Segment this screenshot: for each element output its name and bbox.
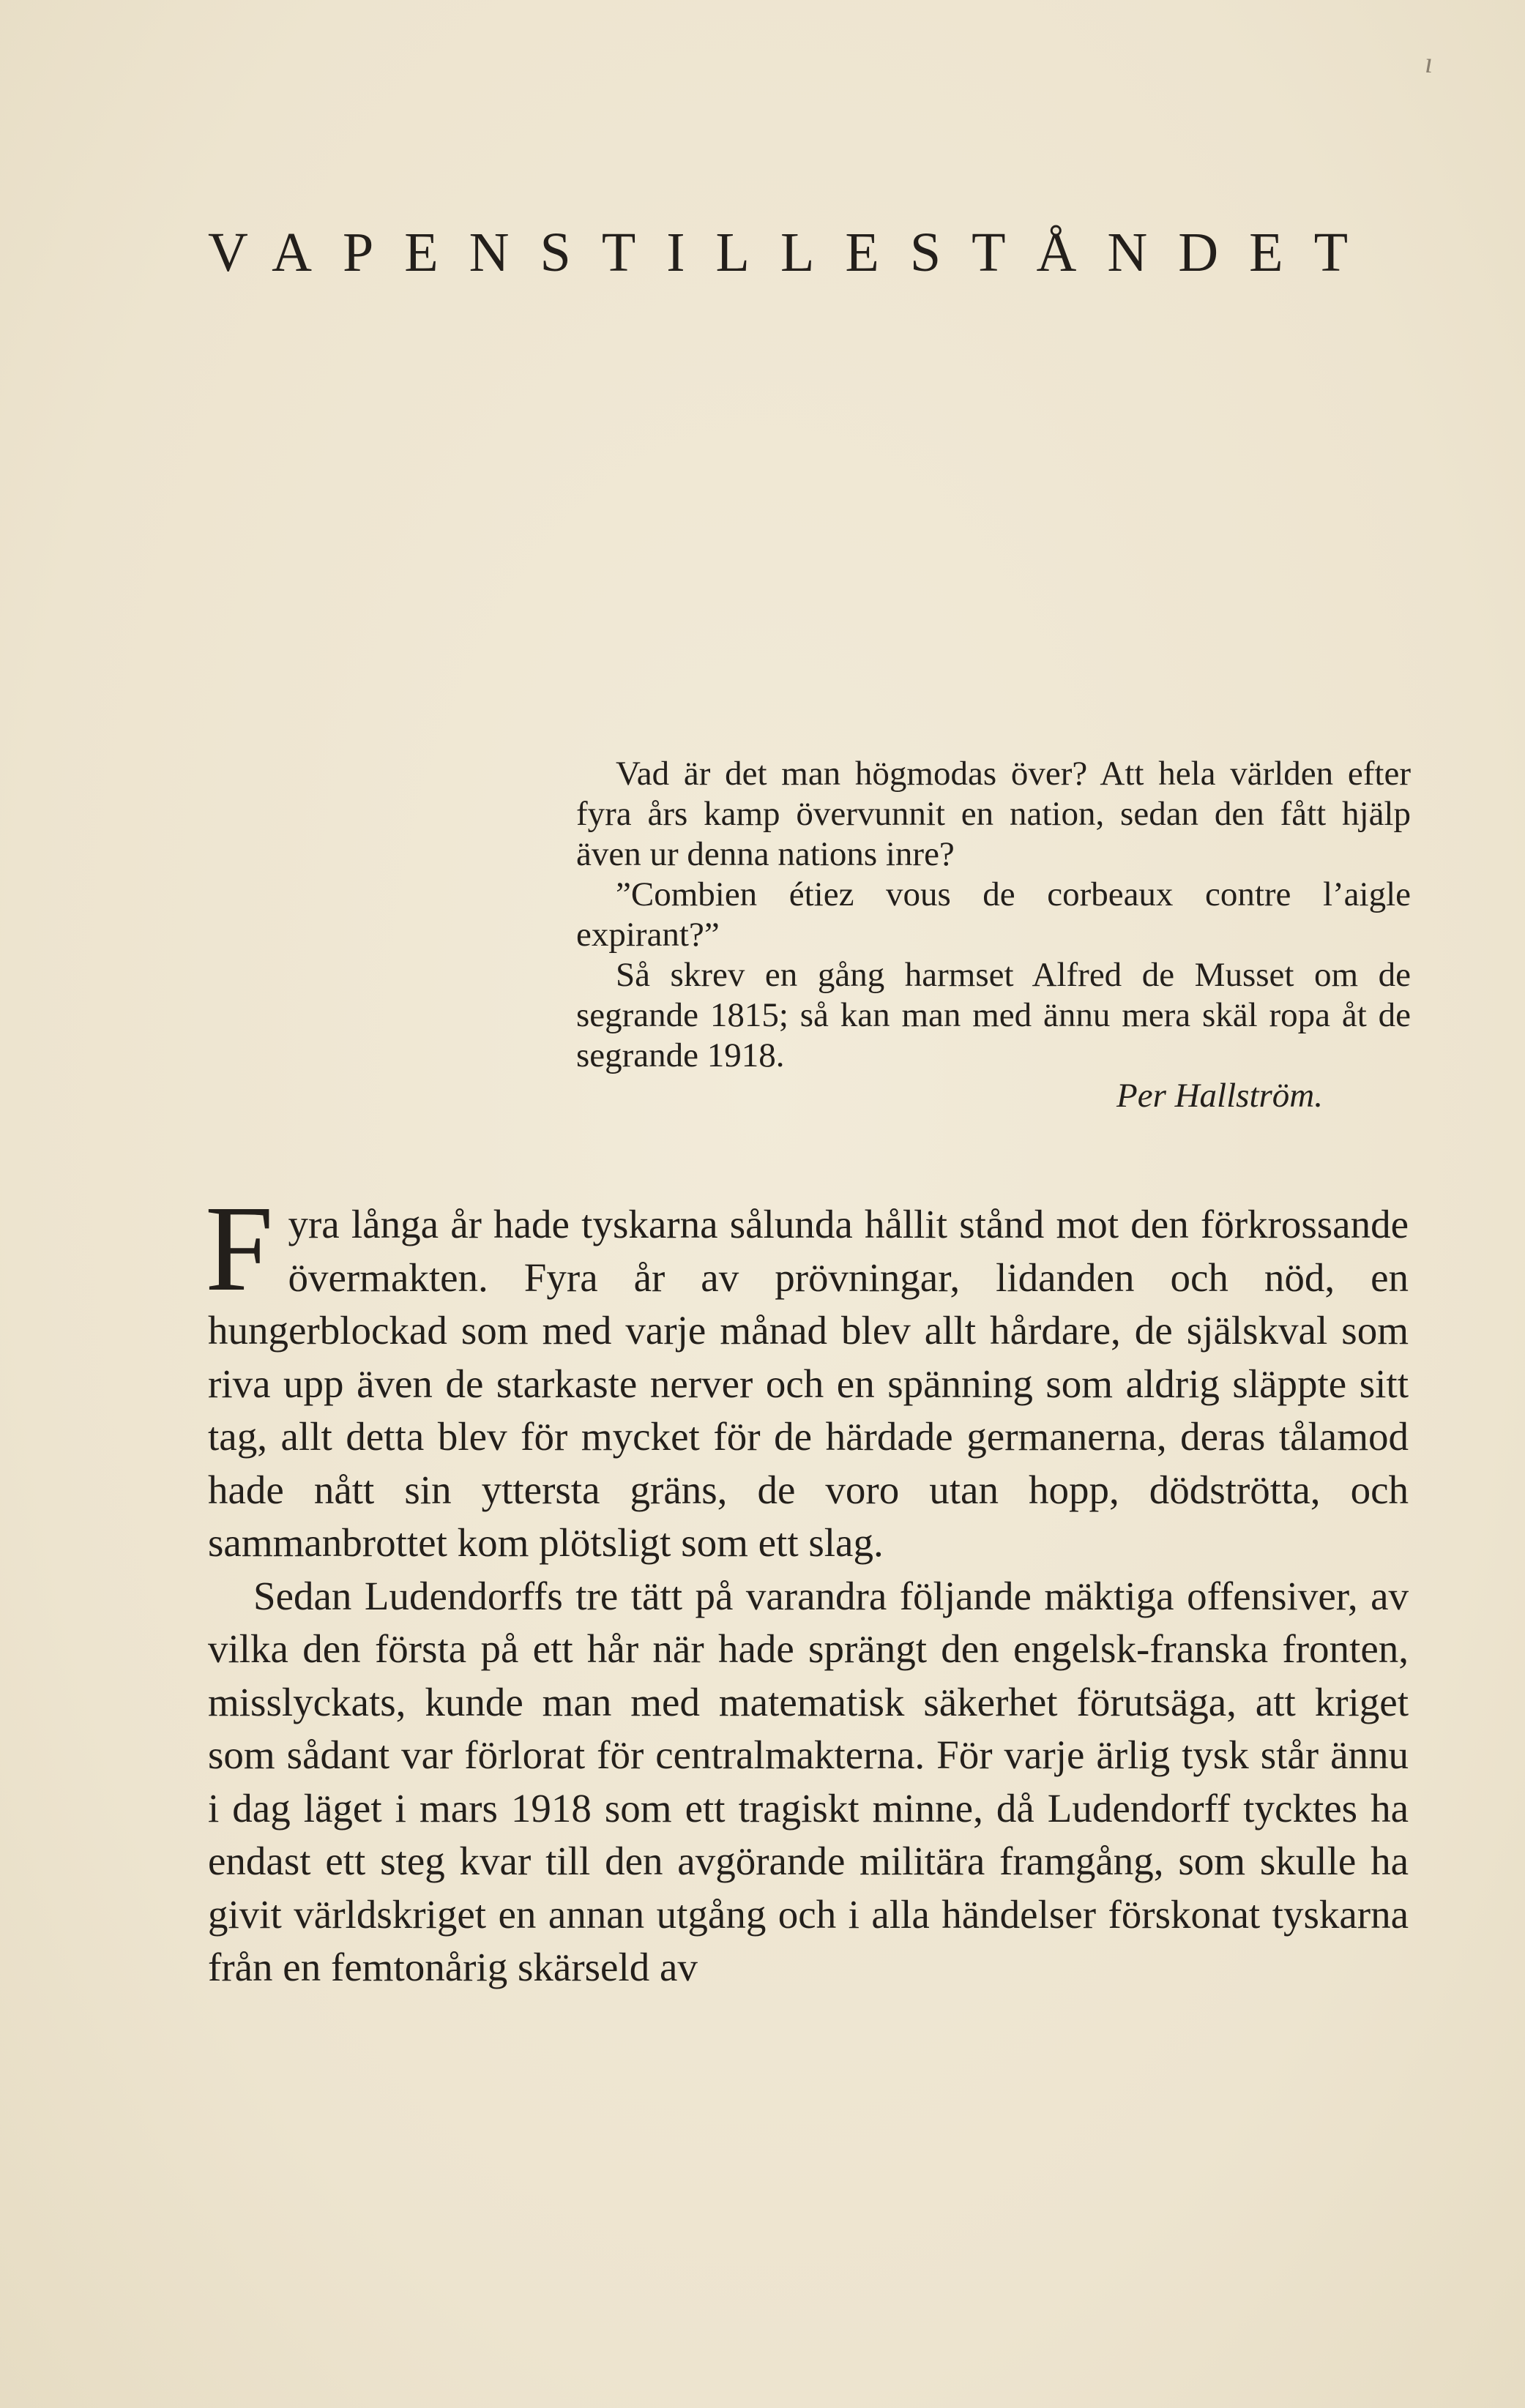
body-paragraph (205, 1181, 1409, 1570)
body-paragraph-text: yra långa år hade tyskarna sålunda hållit stånd mot den förkrossande övermakten. Fyra år av prövningar, lidanden och nöd, en hungerblockad som med varje månad blev allt hårdare, de själskval som riva upp även de starkaste nerver och en spänning som aldrig släppte sitt tag, allt detta blev för mycket för de härdade germanerna, deras tålamod hade nått sin yttersta gräns, de voro utan hopp, dödströtta, och sammanbrottet kom plötsligt som ett slag. (208, 1202, 1409, 1565)
chapter-title: VAPENSTILLESTÅNDET (208, 222, 1379, 283)
body-paragraph: Sedan Ludendorffs tre tätt på varandra följande mäktiga offensiver, av vilka den första på ett hår när hade sprängt den engelsk-franska fronten, misslyckats, kunde man med matematisk säkerhet förutsäga, att kriget som sådant var förlorat för centralmakterna. För varje ärlig tysk står ännu i dag läget i mars 1918 som ett tragiskt minne, då Ludendorff tycktes ha endast ett steg kvar till den avgörande militära framgång, som skulle ha givit världskriget en annan utgång och i alla händelser förskonat tyskarna från en femtonårig skärseld av (208, 1573, 1409, 1989)
epigraph-paragraph: Vad är det man högmodas över? Att hela världen efter fyra års kamp övervunnit en nation, sedan den fått hjälp även ur denna nations inre? (576, 755, 1411, 873)
epigraph-quote: ”Combien étiez vous de corbeaux contre l’aigle expirant?” (576, 875, 1411, 954)
corner-pencil-mark: ı (1425, 46, 1433, 79)
chapter-body (205, 1181, 1409, 1994)
epigraph (576, 754, 1411, 1116)
drop-cap: F (205, 1181, 274, 1317)
epigraph-paragraph: Så skrev en gång harmset Alfred de Musset om de segrande 1815; så kan man med ännu mera skäl ropa åt de segrande 1918. (576, 956, 1411, 1074)
epigraph-signature: Per Hallström. (1116, 1077, 1323, 1115)
